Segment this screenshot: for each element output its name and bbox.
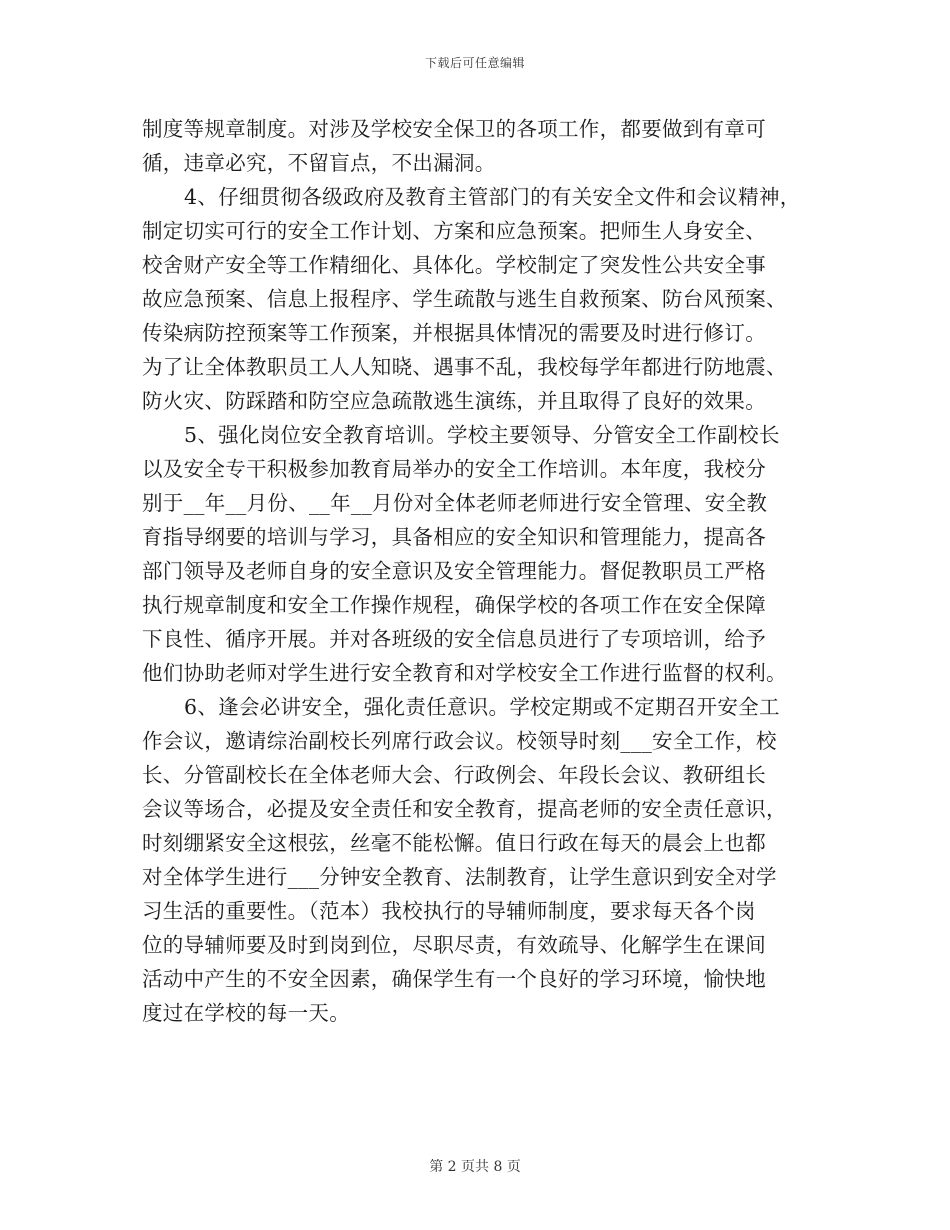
text-line: 校舍财产安全等工作精细化、具体化。学校制定了突发性公共安全事 xyxy=(142,253,766,277)
text-line: 活动中产生的不安全因素，确保学生有一个良好的学习环境，愉快地 xyxy=(142,967,766,991)
text-line: 4、仔细贯彻各级政府及教育主管部门的有关安全文件和会议精神， xyxy=(184,185,801,209)
document-body xyxy=(142,112,822,1030)
text-line: 会议等场合，必提及安全责任和安全教育，提高老师的安全责任意识， xyxy=(142,797,787,821)
page-header: 下载后可任意编辑 xyxy=(424,56,525,70)
text-line: 执行规章制度和安全工作操作规程，确保学校的各项工作在安全保障 xyxy=(142,593,766,617)
text-line: 制度等规章制度。对涉及学校安全保卫的各项工作，都要做到有章可 xyxy=(142,117,766,141)
text-line: 部门领导及老师自身的安全意识及安全管理能力。督促教职员工严格 xyxy=(142,559,766,583)
text-line: 育指导纲要的培训与学习，具备相应的安全知识和管理能力，提高各 xyxy=(142,525,766,549)
text-line: 5、强化岗位安全教育培训。学校主要领导、分管安全工作副校长 xyxy=(184,423,780,447)
text-line: 对全体学生进行___分钟安全教育、法制教育，让学生意识到安全对学 xyxy=(142,865,777,889)
text-line: 位的导辅师要及时到岗到位，尽职尽责，有效疏导、化解学生在课间 xyxy=(142,933,766,957)
text-line: 6、逢会必讲安全，强化责任意识。学校定期或不定期召开安全工 xyxy=(184,695,780,719)
text-line: 制定切实可行的安全工作计划、方案和应急预案。把师生人身安全、 xyxy=(142,219,766,243)
text-line: 作会议，邀请综治副校长列席行政会议。校领导时刻___安全工作，校 xyxy=(142,729,777,753)
text-line: 度过在学校的每一天。 xyxy=(142,1001,350,1025)
text-line: 时刻绷紧安全这根弦，丝毫不能松懈。值日行政在每天的晨会上也都 xyxy=(142,831,766,855)
text-line: 习生活的重要性。（范本）我校执行的导辅师制度，要求每天各个岗 xyxy=(142,899,756,923)
text-line: 为了让全体教职员工人人知晓、遇事不乱，我校每学年都进行防地震、 xyxy=(142,355,787,379)
text-line: 故应急预案、信息上报程序、学生疏散与逃生自救预案、防台风预案、 xyxy=(142,287,787,311)
text-line: 长、分管副校长在全体老师大会、行政例会、年段长会议、教研组长 xyxy=(142,763,766,787)
text-line: 他们协助老师对学生进行安全教育和对学校安全工作进行监督的权利。 xyxy=(142,661,787,685)
text-line: 防火灾、防踩踏和防空应急疏散逃生演练，并且取得了良好的效果。 xyxy=(142,389,766,413)
text-line: 别于__年__月份、__年__月份对全体老师老师进行安全管理、安全教 xyxy=(142,491,768,515)
text-line: 循，违章必究，不留盲点，不出漏洞。 xyxy=(142,151,496,175)
text-line: 下良性、循序开展。并对各班级的安全信息员进行了专项培训，给予 xyxy=(142,627,766,651)
text-line: 以及安全专干积极参加教育局举办的安全工作培训。本年度，我校分 xyxy=(142,457,766,481)
text-line: 传染病防控预案等工作预案，并根据具体情况的需要及时进行修订。 xyxy=(142,321,766,345)
page-number: 第 2 页共 8 页 xyxy=(429,1159,521,1175)
